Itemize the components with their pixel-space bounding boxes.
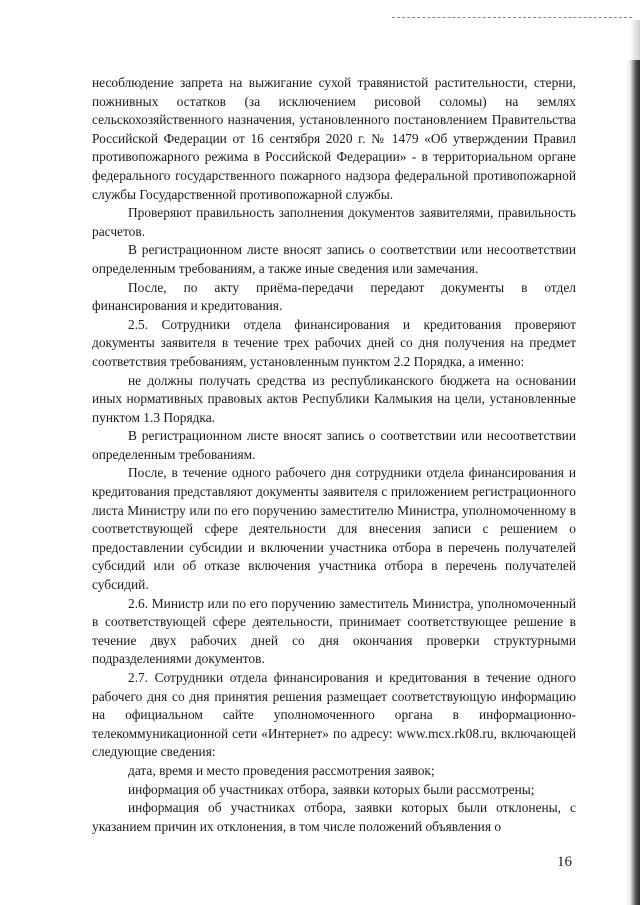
paragraph: информация об участниках отбора, заявки которых были отклонены, с указанием причин их отклонения, в том числе положений объявления о <box>92 800 576 834</box>
paragraph: дата, время и место проведения рассмотрения заявок; <box>128 762 435 778</box>
paragraph: 2.7. Сотрудники отдела финансирования и кредитования в течение одного рабочего дня со дня принятия решения размещает соответствующую информацию на официальном сайте уполномоченного органа в информационно-телекоммуникационной сети «Интернет» по адресу: www.mcx.rk08.ru, включающей следующие сведения: <box>92 670 576 760</box>
document-body <box>92 74 576 836</box>
paragraph: несоблюдение запрета на выжигание сухой травянистой растительности, стерни, пожнивных остатков (за исключением рисовой соломы) на землях сельскохозяйственного назначения, установленного постановлением Правительства Российской Федерации от 16 сентября 2020 г. № 1479 «Об утверждении Правил противопожарного режима в Российской Федерации» - в территориальном органе федерального государственного пожарного надзора федеральной противопожарной службы Государственной противопожарной службы. <box>92 75 576 202</box>
scan-edge-shadow <box>626 60 640 905</box>
paragraph: После, по акту приёма-передачи передают документы в отдел финансирования и кредитования. <box>92 279 576 314</box>
paragraph: В регистрационном листе вносят запись о соответствии или несоответствии определенным требованиям. <box>92 428 576 462</box>
paragraph: После, в течение одного рабочего дня сотрудники отдела финансирования и кредитования представляют документы заявителя с приложением регистрационного листа Министру или по его поручению заместителю Министра, уполномоченному в соответствующей сфере деятельности для внесения записи с решением о предоставлении субсидии и включении участника отбора в перечень получателей субсидий или об отказе включения участника отбора в перечень получателей субсидий. <box>92 465 576 593</box>
paragraph: Проверяют правильность заполнения документов заявителями, правильность расчетов. <box>92 205 576 239</box>
paragraph: информация об участниках отбора, заявки которых были рассмотрены; <box>128 781 535 797</box>
paragraph: 2.6. Министр или по его поручению заместитель Министра, уполномоченный в соответствующей сфере деятельности, принимает соответствующее решение в течение двух рабочих дней со дня окончания проверки структурными подразделениями документов. <box>92 595 576 667</box>
scan-edge-shadow-top <box>630 20 640 60</box>
paragraph: 2.5. Сотрудники отдела финансирования и кредитования проверяют документы заявителя в течение трех рабочих дней со дня получения на предмет соответствия требованиям, установленным пунктом 2.2 Порядка, а именно: <box>92 316 576 369</box>
paragraph: В регистрационном листе вносят запись о соответствии или несоответствии определенным требованиям, а также иные сведения или замечания. <box>92 242 576 276</box>
scan-top-line <box>392 17 632 18</box>
page-number: 16 <box>557 854 572 870</box>
paragraph: не должны получать средства из республиканского бюджета на основании иных нормативных правовых актов Республики Калмыкия на цели, установленные пунктом 1.3 Порядка. <box>92 372 576 425</box>
